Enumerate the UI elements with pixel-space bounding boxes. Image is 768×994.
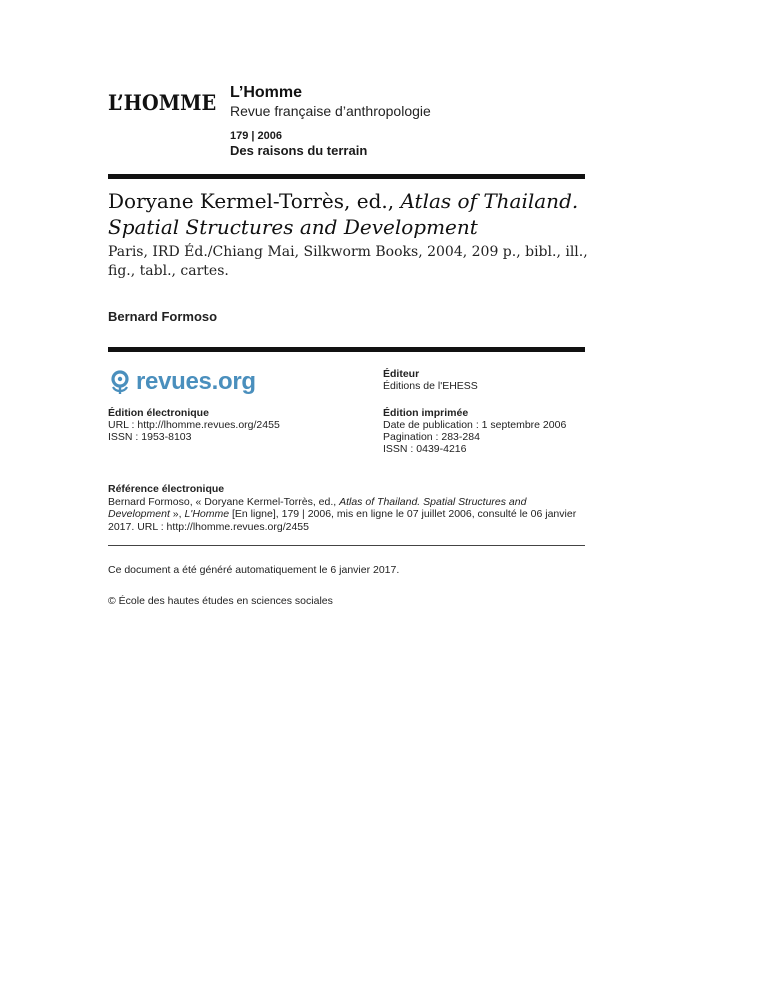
- edition-electronique-url[interactable]: URL : http://lhomme.revues.org/2455: [108, 419, 280, 431]
- reference-part3[interactable]: [En ligne], 179 | 2006, mis en ligne le 07 juillet 2006, consulté le 06 janvier 2017. URL : http://lhomme.revues.org/2455: [108, 508, 577, 533]
- edition-electronique-block: [108, 407, 280, 443]
- reference-text: [108, 496, 588, 534]
- article-title-italic: Atlas of Thailand. Spatial Structures and Development: [108, 189, 579, 239]
- footer-divider: [108, 545, 585, 546]
- edition-electronique-heading: Édition électronique: [108, 407, 209, 419]
- article-subtitle: Paris, IRD Éd./Chiang Mai, Silkworm Books, 2004, 209 p., bibl., ill., fig., tabl., cartes.: [108, 244, 588, 279]
- editeur-heading: Éditeur: [383, 368, 420, 380]
- reference-part1: Bernard Formoso, « Doryane Kermel-Torrès, ed.,: [108, 495, 340, 508]
- issue-number: 179 | 2006: [230, 130, 283, 142]
- reference-part2: »,: [169, 508, 185, 520]
- article-title-plain: Doryane Kermel-Torrès, ed.,: [108, 189, 401, 213]
- edition-imprimee-pagination: Pagination : 283-284: [383, 431, 480, 443]
- copyright-note: © École des hautes études en sciences sociales: [108, 595, 333, 607]
- revues-logo[interactable]: [108, 368, 256, 396]
- reference-heading: Référence électronique: [108, 483, 225, 495]
- edition-electronique-issn: ISSN : 1953-8103: [108, 431, 192, 443]
- reference-italic2: L'Homme: [184, 508, 230, 520]
- edition-imprimee-date: Date de publication : 1 septembre 2006: [383, 419, 567, 431]
- header-divider: [108, 174, 585, 179]
- journal-title: L’Homme: [230, 84, 303, 101]
- revues-logo-text: revues.org: [136, 368, 256, 395]
- journal-subtitle: Revue française d’anthropologie: [230, 103, 431, 119]
- editeur-block: [383, 368, 478, 392]
- reference-italic1: Atlas of Thailand. Spatial Structures and Development: [108, 495, 527, 520]
- edition-imprimee-issn: ISSN : 0439-4216: [383, 443, 467, 455]
- edition-imprimee-heading: Édition imprimée: [383, 407, 469, 419]
- revues-flower-icon: [108, 370, 132, 394]
- article-title: [108, 188, 588, 240]
- journal-logo: L’HOMME: [108, 90, 217, 115]
- section-divider: [108, 347, 585, 352]
- editeur-value: Éditions de l'EHESS: [383, 380, 478, 392]
- generated-note: Ce document a été généré automatiquement le 6 janvier 2017.: [108, 564, 400, 576]
- edition-imprimee-block: [383, 407, 566, 455]
- issue-title: Des raisons du terrain: [230, 143, 368, 158]
- reference-electronique: [108, 483, 588, 533]
- article-author: Bernard Formoso: [108, 309, 218, 324]
